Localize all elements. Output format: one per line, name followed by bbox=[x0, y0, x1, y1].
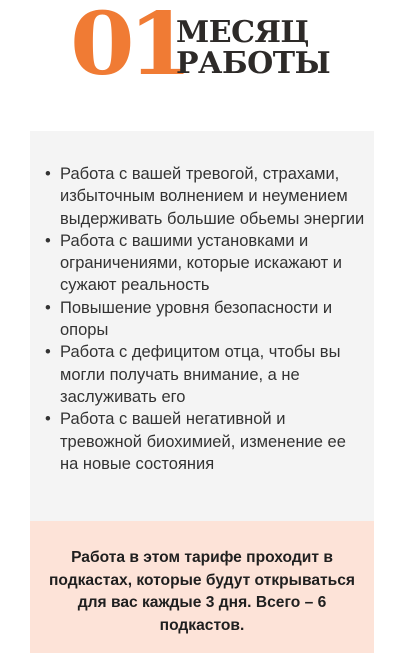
bullet-icon: • bbox=[45, 410, 51, 429]
bullet-icon: • bbox=[45, 165, 51, 183]
features-card bbox=[30, 131, 374, 521]
tariff-note-box bbox=[30, 521, 374, 653]
month-title bbox=[176, 17, 330, 79]
bullet-icon: • bbox=[45, 343, 51, 362]
bullet-icon: • bbox=[45, 231, 51, 250]
feature-text: Повышение уровня безопасности и опоры bbox=[60, 298, 333, 340]
feature-item bbox=[45, 341, 367, 408]
feature-item bbox=[45, 163, 367, 230]
bullet-icon: • bbox=[45, 298, 51, 317]
feature-text: Работа с вашими установками и ограничениями, которые искажают и сужают реальность bbox=[60, 231, 343, 295]
month-title-line-1: МЕСЯЦ bbox=[176, 15, 309, 50]
features-list bbox=[45, 163, 367, 475]
month-title-line-2: РАБОТЫ bbox=[176, 46, 331, 81]
feature-item bbox=[45, 297, 367, 342]
header bbox=[0, 0, 404, 120]
feature-text: Работа с вашей негативной и тревожной биохимией, изменение ее на новые состояния bbox=[60, 410, 346, 473]
feature-text: Работа с дефицитом отца, чтобы вы могли получать внимание, а не заслуживать его bbox=[60, 343, 341, 406]
feature-item bbox=[45, 408, 367, 475]
tariff-note-text: Работа в этом тарифе проходит в подкастах, которые будут открываться для вас каждые 3 дня. Всего – 6 подкастов. bbox=[48, 549, 356, 634]
feature-text: Работа с вашей тревогой, страхами, избыточным волнением и неумением выдерживать большие обьемы энергии bbox=[60, 165, 365, 228]
feature-item bbox=[45, 230, 367, 297]
month-number: 01 bbox=[70, 0, 187, 95]
